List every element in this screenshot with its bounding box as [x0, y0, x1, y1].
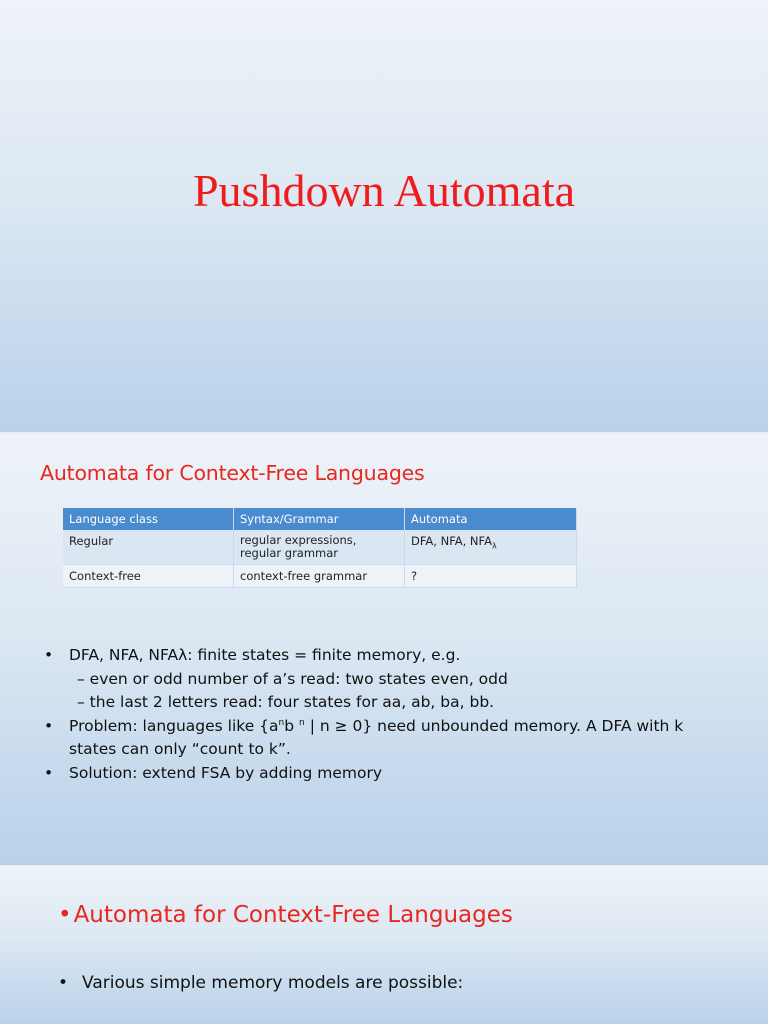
- sub-item: – the last 2 letters read: four states for aa, ab, ba, bb.: [77, 693, 495, 711]
- table-row: [63, 565, 577, 588]
- table-cell-line: regular expressions,: [240, 533, 357, 547]
- list-item: [40, 715, 740, 739]
- list-item: [40, 762, 740, 786]
- language-table: [63, 508, 577, 588]
- table-header-cell: Syntax/Grammar: [234, 508, 405, 530]
- lambda-subscript: λ: [491, 541, 497, 551]
- bullet-text: Various simple memory models are possible:: [82, 973, 464, 993]
- table-cell: Context-free: [63, 565, 234, 588]
- superscript: n: [278, 717, 285, 728]
- bullet-text: DFA, NFA, NFAλ: finite states = finite memory, e.g.: [69, 646, 461, 664]
- bullet-text: b: [284, 716, 300, 735]
- bullet-text: Solution: extend FSA by adding memory: [69, 763, 383, 782]
- bullet-list: [40, 644, 740, 785]
- bullet-icon: •: [58, 973, 69, 993]
- slide-heading: Automata for Context-Free Languages: [40, 461, 425, 485]
- heading-text: Automata for Context-Free Languages: [73, 902, 513, 928]
- slide-1: [0, 0, 768, 432]
- automata-text: DFA, NFA, NFA: [411, 534, 492, 548]
- list-item: [58, 973, 463, 993]
- table-cell: Regular: [63, 530, 234, 565]
- bullet-text: Problem: languages like {a: [69, 716, 279, 735]
- table-row: [63, 530, 577, 565]
- bullet-continuation: states can only “count to k”.: [69, 740, 291, 758]
- table-header-cell: Automata: [405, 508, 577, 530]
- bullet-text: | n ≥ 0} need unbounded memory. A DFA with k: [304, 716, 684, 735]
- superscript: n: [299, 717, 305, 728]
- list-item: [40, 644, 740, 668]
- table-header-row: [63, 508, 577, 530]
- table-header-cell: Language class: [63, 508, 234, 530]
- table-cell: [234, 530, 405, 565]
- bullet-icon: •: [58, 902, 72, 928]
- slide-heading: [58, 902, 513, 928]
- slide-2: [0, 433, 768, 865]
- slide-title: Pushdown Automata: [192, 165, 576, 216]
- bullet-icon: •: [44, 716, 54, 735]
- bullet-icon: •: [44, 646, 54, 664]
- sub-item: – even or odd number of a’s read: two states even, odd: [77, 669, 508, 688]
- slide-3: [0, 866, 768, 1024]
- table-cell: ?: [405, 565, 577, 588]
- table-cell-line: regular grammar: [240, 546, 339, 560]
- table-cell: context-free grammar: [234, 565, 405, 588]
- table-cell: [405, 530, 577, 565]
- bullet-icon: •: [44, 763, 54, 782]
